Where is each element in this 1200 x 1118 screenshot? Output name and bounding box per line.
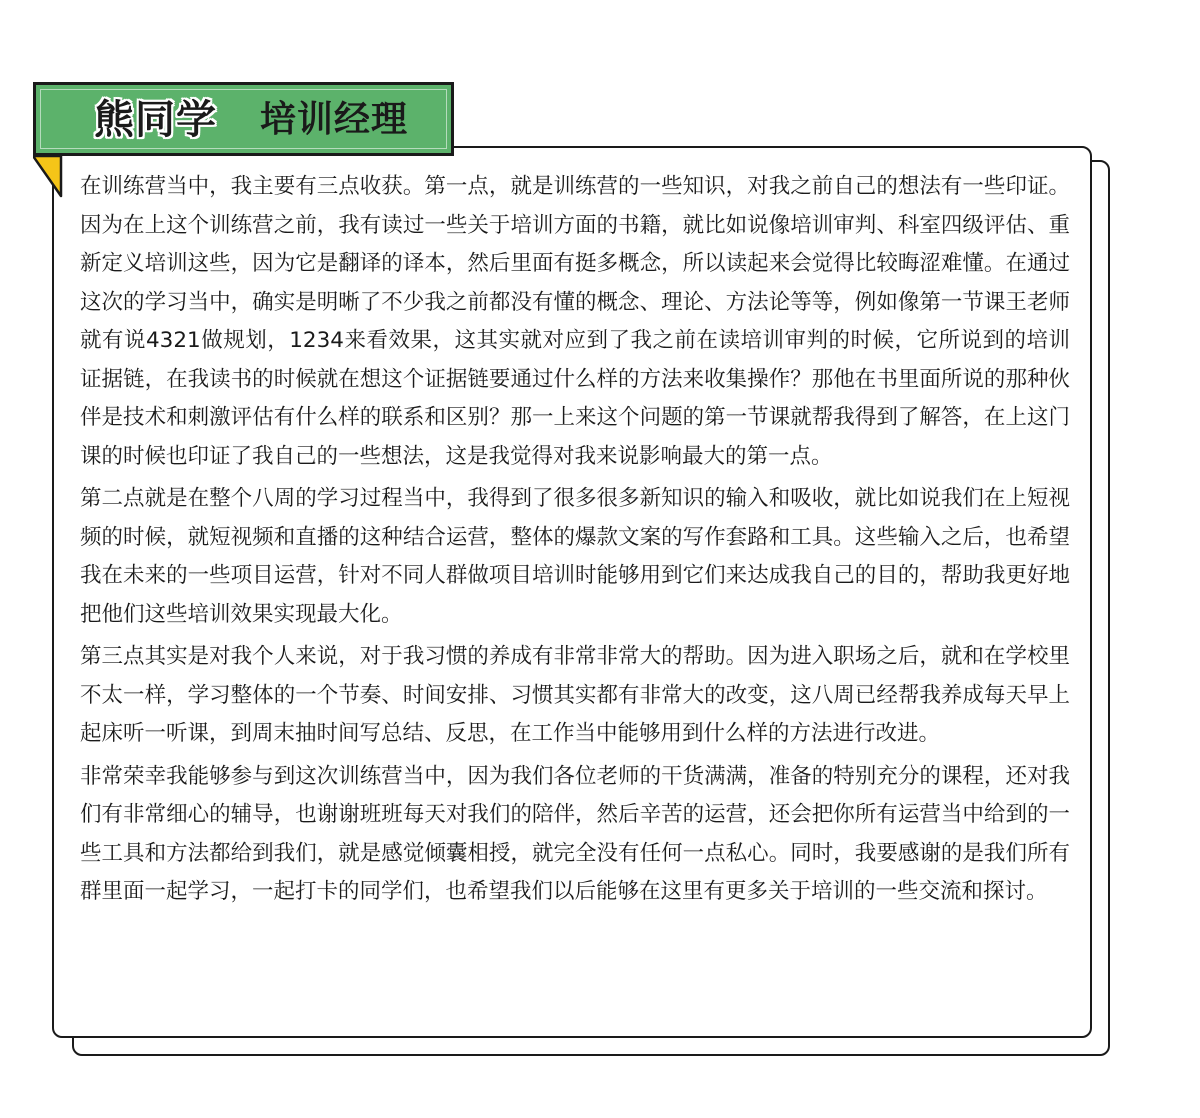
paragraph-4: 非常荣幸我能够参与到这次训练营当中，因为我们各位老师的干货满满，准备的特别充分的课程，还对我们有非常细心的辅导，也谢谢班班每天对我们的陪伴，然后辛苦的运营，还会把你所有运营当中给到的一些工具和方法都给到我们，就是感觉倾囊相授，就完全没有任何一点私心。同时，我要感谢的是我们所有群里面一起学习，一起打卡的同学们，也希望我们以后能够在这里有更多关于培训的一些交流和探讨。 xyxy=(80,763,1070,904)
job-title: 培训经理 xyxy=(260,99,409,140)
testimonial-body xyxy=(80,168,1070,916)
paragraph-2: 第二点就是在整个八周的学习过程当中，我得到了很多很多新知识的输入和吸收，就比如说我们在上短视频的时候，就短视频和直播的这种结合运营，整体的爆款文案的写作套路和工具。这些输入之后，也希望我在未来的一些项目运营，针对不同人群做项目培训时能够用到它们来达成我自己的目的，帮助我更好地把他们这些培训效果实现最大化。 xyxy=(80,486,1070,627)
person-name: 熊同学 xyxy=(94,97,217,143)
paragraph-3: 第三点其实是对我个人来说，对于我习惯的养成有非常非常大的帮助。因为进入职场之后，就和在学校里不太一样，学习整体的一个节奏、时间安排、习惯其实都有非常大的改变，这八周已经帮我养成每天早上起床听一听课，到周末抽时间写总结、反思，在工作当中能够用到什么样的方法进行改进。 xyxy=(80,644,1070,746)
ribbon-fold xyxy=(33,156,63,198)
name-tag xyxy=(33,82,454,156)
paragraph-1: 在训练营当中，我主要有三点收获。第一点，就是训练营的一些知识，对我之前自己的想法有一些印证。因为在上这个训练营之前，我有读过一些关于培训方面的书籍，就比如说像培训审判、科室四级评估、重新定义培训这些，因为它是翻译的译本，然后里面有挺多概念，所以读起来会觉得比较晦涩难懂。在通过这次的学习当中，确实是明晰了不少我之前都没有懂的概念、理论、方法论等等，例如像第一节课王老师就有说4321做规划，1234来看效果，这其实就对应到了我之前在读培训审判的时候，它所说到的培训证据链，在我读书的时候就在想这个证据链要通过什么样的方法来收集操作？那他在书里面所说的那种伙伴是技术和刺激评估有什么样的联系和区别？那一上来这个问题的第一节课就帮我得到了解答，在上这门课的时候也印证了我自己的一些想法，这是我觉得对我来说影响最大的第一点。 xyxy=(80,174,1070,469)
